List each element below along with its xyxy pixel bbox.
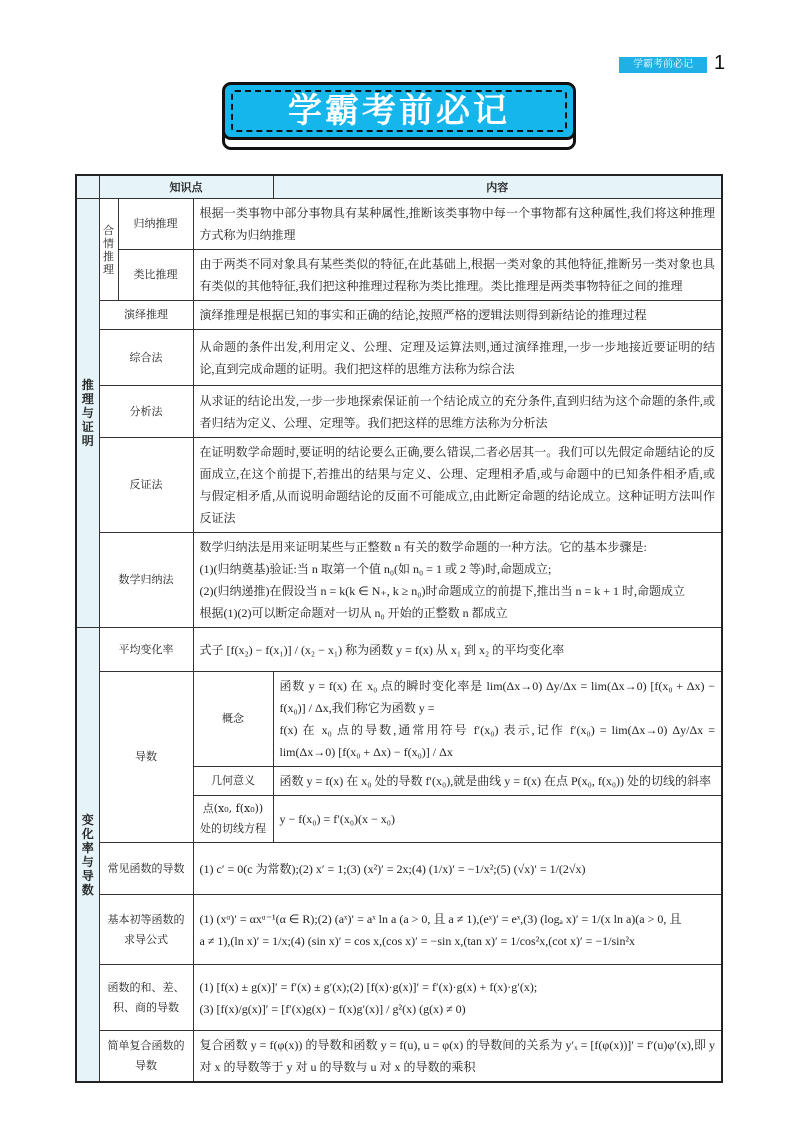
- page-number: 1: [714, 52, 726, 74]
- content-line: 根据一类事物中部分事物具有某种属性,推断该类事物中每一个事物都有这种属性,我们将这种推理方式称为归纳推理: [199, 206, 715, 242]
- table-row: [76, 438, 722, 533]
- table-row: [76, 330, 722, 386]
- content-line: (2)(归纳递推)在假设当 n = k(k ∈ N₊, k ≥ n₀)时命题成立的前提下,推出当 n = k + 1 时,命题成立: [199, 584, 686, 598]
- content-line: (1)(归纳奠基)验证:当 n 取第一个值 n₀(如 n₀ = 1 或 2 等)时,命题成立;: [199, 562, 552, 576]
- table-row: [76, 965, 722, 1031]
- content-line: (1) [f(x) ± g(x)]′ = f′(x) ± g′(x);(2) [f(x)·g(x)]′ = f′(x)·g(x) + f(x)·g′(x);: [199, 979, 538, 994]
- table-row: [76, 250, 722, 301]
- content-line: a ≠ 1),(ln x)′ = 1/x;(4) (sin x)′ = cos x,(cos x)′ = −sin x,(tan x)′ = 1/cos²x,(cot x)′ = −1/sin²x: [199, 933, 636, 948]
- sub-knowledge-point: 几何意义: [193, 767, 273, 796]
- knowledge-table: [75, 174, 723, 1083]
- table-row: [76, 843, 722, 895]
- table-row: [76, 672, 722, 767]
- content-line: 从求证的结论出发,一步一步地探索保证前一个结论成立的充分条件,直到归结为这个命题的条件,或者归结为定义、公理、定理等。我们把这样的思维方法称为分析法: [199, 393, 715, 430]
- subgroup-label: 合情推理: [99, 199, 118, 301]
- knowledge-point: 类比推理: [118, 250, 193, 301]
- table-row: [76, 386, 722, 438]
- content-line: 在证明数学命题时,要证明的结论要么正确,要么错误,二者必居其一。我们可以先假定命题结论的反面成立,在这个前提下,若推出的结果与定义、公理、定理相矛盾,或与命题中的已知条件相矛盾,或与假定相矛盾,从而说明命题结论的反面不可能成立,由此断定命题的结论成立。这种证明方法叫作反证法: [199, 445, 715, 525]
- content-line: 从命题的条件出发,利用定义、公理、定理及运算法则,通过演绎推理,一步一步地接近要证明的结论,直到完成命题的证明。我们把这样的思维方法称为综合法: [199, 339, 715, 376]
- knowledge-point: 函数的和、差、积、商的导数: [99, 965, 193, 1031]
- category-label: 推理与证明: [76, 199, 99, 628]
- knowledge-point: 综合法: [99, 330, 193, 386]
- content-line: 复合函数 y = f(φ(x)) 的导数和函数 y = f(u), u = φ(x) 的导数间的关系为 y′ₓ = [f(φ(x))]′ = f′(u)φ′(x),即 y 对 x 的导数等于 y 对 u 的导数与 u 对 x 的导数的乘积: [199, 1038, 715, 1074]
- knowledge-point: 演绎推理: [99, 301, 193, 330]
- content-cell: [193, 628, 722, 672]
- content-line: 式子 [f(x₂) − f(x₁)] / (x₂ − x₁) 称为函数 y = f(x) 从 x₁ 到 x₂ 的平均变化率: [199, 642, 565, 657]
- content-line: (1) c′ = 0(c 为常数);(2) x′ = 1;(3) (x²)′ = 2x;(4) (1/x)′ = −1/x²;(5) (√x)′ = 1/(2√x): [199, 861, 586, 876]
- knowledge-point: 分析法: [99, 386, 193, 438]
- table-row: [76, 628, 722, 672]
- content-cell: [193, 843, 722, 895]
- content-line: 函数 y = f(x) 在 x₀ 点的瞬时变化率是 lim(Δx→0) Δy/Δx = lim(Δx→0) [f(x₀ + Δx) − f(x₀)] / Δx,我们称它为函数 y =: [279, 679, 715, 715]
- content-line: 演绎推理是根据已知的事实和正确的结论,按照严格的逻辑法则得到新结论的推理过程: [199, 308, 647, 322]
- table-row: [76, 1031, 722, 1083]
- sub-knowledge-point: 概念: [193, 672, 273, 767]
- content-cell: [273, 672, 722, 767]
- knowledge-point: 常见函数的导数: [99, 843, 193, 895]
- running-header-tag: 学霸考前必记: [619, 57, 707, 73]
- content-cell: [273, 767, 722, 796]
- content-line: y − f(x₀) = f′(x₀)(x − x₀): [279, 812, 395, 826]
- content-line: (3) [f(x)/g(x)]′ = [f′(x)g(x) − f(x)g′(x)] / g²(x) (g(x) ≠ 0): [199, 1001, 466, 1016]
- content-cell: [193, 330, 722, 386]
- content-cell: [193, 301, 722, 330]
- content-line: f(x) 在 x₀ 点的导数,通常用符号 f′(x₀) 表示,记作 f′(x₀) = lim(Δx→0) Δy/Δx = lim(Δx→0) [f(x₀ + Δx) − f(x₀)] / Δx: [279, 723, 715, 759]
- content-cell: [193, 438, 722, 533]
- content-cell: [193, 1031, 722, 1083]
- knowledge-point: 导数: [99, 672, 193, 843]
- knowledge-point: 平均变化率: [99, 628, 193, 672]
- knowledge-point: 数学归纳法: [99, 533, 193, 628]
- content-cell: [193, 533, 722, 628]
- table-row: [76, 301, 722, 330]
- content-cell: [193, 895, 722, 965]
- knowledge-point: 简单复合函数的导数: [99, 1031, 193, 1083]
- banner-face: [222, 82, 576, 140]
- sub-knowledge-point: 点(x₀, f(x₀))处的切线方程: [193, 796, 273, 843]
- content-line: (1) (xᵅ)′ = αxᵅ⁻¹(α ∈ R);(2) (aˣ)′ = aˣ ln a (a > 0, 且 a ≠ 1),(eˣ)′ = eˣ,(3) (logₐ x)′ = 1/(x ln a)(a > 0, 且: [199, 911, 682, 926]
- content-line: 函数 y = f(x) 在 x₀ 处的导数 f′(x₀),就是曲线 y = f(x) 在点 P(x₀, f(x₀)) 处的切线的斜率: [279, 774, 712, 788]
- content-line: 根据(1)(2)可以断定命题对一切从 n₀ 开始的正整数 n 都成立: [199, 606, 508, 620]
- column-header-knowledge: 知识点: [99, 175, 273, 199]
- table-row: [76, 199, 722, 250]
- knowledge-point: 反证法: [99, 438, 193, 533]
- content-line: 由于两类不同对象具有某些类似的特征,在此基础上,根据一类对象的其他特征,推断另一类对象也具有类似的其他特征,我们把这种推理过程称为类比推理。类比推理是两类事物特征之间的推理: [199, 257, 715, 293]
- knowledge-point: 基本初等函数的求导公式: [99, 895, 193, 965]
- title-banner: [222, 82, 574, 146]
- content-cell: [193, 965, 722, 1031]
- page-title: 学霸考前必记: [288, 91, 510, 131]
- category-header: [76, 175, 99, 199]
- content-cell: [193, 386, 722, 438]
- table-row: [76, 895, 722, 965]
- category-label: 变化率与导数: [76, 628, 99, 1083]
- column-header-content: 内容: [273, 175, 722, 199]
- content-cell: [193, 199, 722, 250]
- table-header-row: [76, 175, 722, 199]
- content-line: 数学归纳法是用来证明某些与正整数 n 有关的数学命题的一种方法。它的基本步骤是:: [199, 540, 647, 554]
- content-cell: [273, 796, 722, 843]
- table-row: [76, 533, 722, 628]
- content-cell: [193, 250, 722, 301]
- knowledge-point: 归纳推理: [118, 199, 193, 250]
